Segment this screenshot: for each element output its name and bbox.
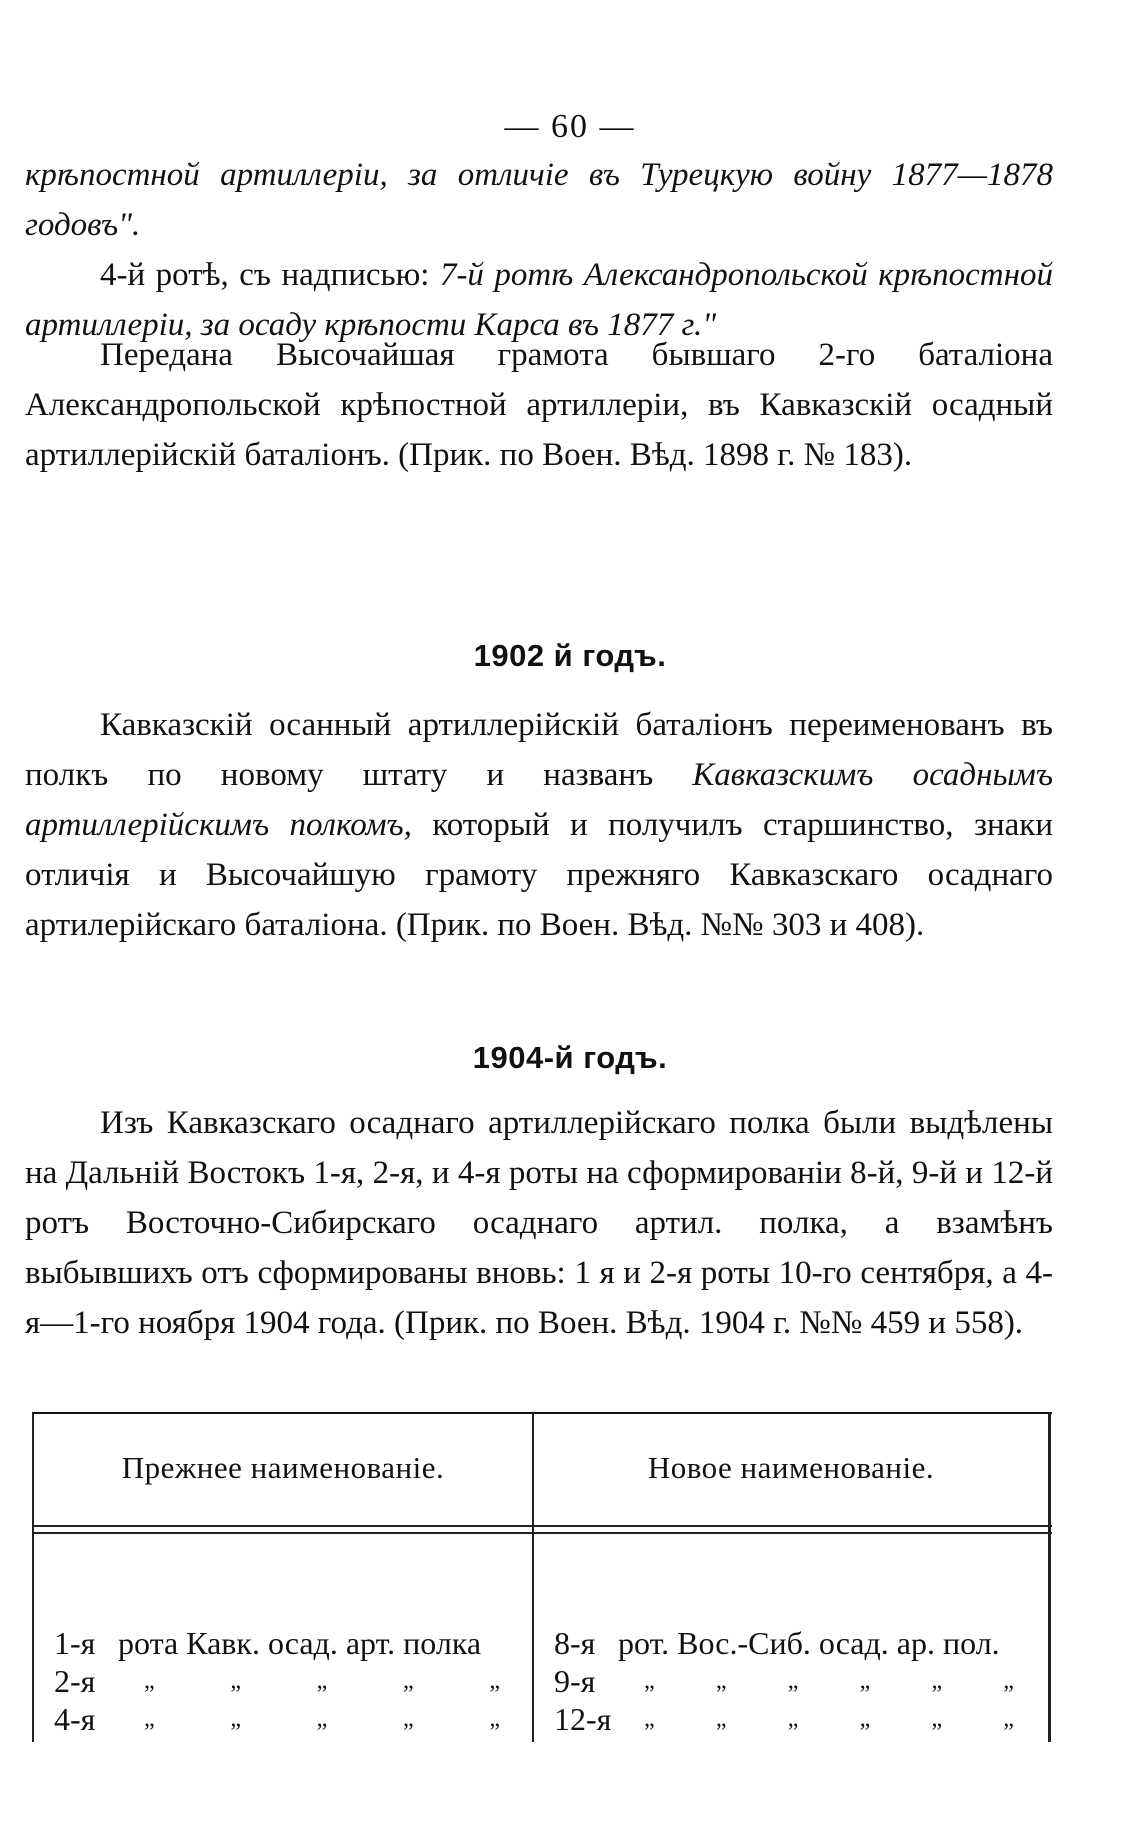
ditto-mark: „ [230, 1668, 241, 1694]
italic-text: 7-й ротѣ Александропольской крѣпостной артиллеріи, за осаду крѣпости Карса въ 1877 г." [25, 257, 1054, 343]
page-number: — 60 — [504, 108, 636, 145]
table-row [54, 1662, 530, 1700]
ditto-mark: „ [144, 1706, 155, 1732]
ditto-mark: „ [644, 1706, 655, 1732]
column-header-old-name: Прежнее наименованіе. [121, 1450, 445, 1485]
paragraph-1904-formation [25, 1098, 1053, 1348]
ditto-mark: „ [715, 1668, 727, 1694]
ditto-marks [118, 1662, 530, 1700]
paragraph-charter-transfer [25, 330, 1053, 480]
company-number: 1-я [54, 1625, 96, 1661]
ditto-mark: „ [644, 1668, 655, 1694]
ditto-mark: „ [316, 1706, 328, 1732]
renaming-table [32, 1412, 1052, 1742]
plain-text: Изъ Кавказскаго осаднаго артиллерійскаго полка были выдѣлены на Дальній Востокъ 1-я, 2-я, и 4-я роты на сформированіи 8-й, 9-й и 12-й ротъ Восточно-Сибирскаго осаднаго артил. полка, а взамѣнъ выбывшихъ отъ сформированы вновь: 1 я и 2-я роты 10-го сентября, а 4-я—1-го ноября 1904 года. (Прик. по Воен. Вѣд. 1904 г. №№ 459 и 558). [25, 1105, 1053, 1341]
ditto-mark: „ [402, 1706, 414, 1732]
company-number: 4-я [54, 1701, 96, 1737]
plain-text: 4-й ротѣ, съ надписью: [100, 257, 440, 293]
ditto-mark: „ [402, 1668, 414, 1694]
table-row [554, 1700, 1044, 1738]
ditto-marks [118, 1700, 530, 1738]
table-top-rule [32, 1412, 1052, 1414]
ditto-mark: „ [144, 1668, 155, 1694]
ditto-mark: „ [316, 1668, 328, 1694]
unit-name: рот. Вос.-Сиб. осад. ар. пол. [618, 1625, 1000, 1661]
table-row [554, 1662, 1044, 1700]
ditto-mark: „ [230, 1706, 241, 1732]
plain-text: Кавказскій осанный артиллерійскій баталіонъ переименованъ въ полкъ по новому штату и названъ [25, 707, 1053, 793]
company-number: 12-я [554, 1701, 612, 1737]
plain-text: который и получилъ старшинство, знаки отличія и Высочайшую грамоту прежняго Кавказскаго осаднаго артилерійскаго баталіона. (Прик. по Воен. Вѣд. №№ 303 и 408). [25, 807, 1053, 943]
ditto-mark: „ [787, 1706, 799, 1732]
table-header-rule [32, 1532, 1052, 1534]
ditto-mark: „ [859, 1706, 871, 1732]
table-header-rule [32, 1525, 1052, 1527]
ditto-marks [618, 1700, 1044, 1738]
column-old-names [54, 1624, 530, 1738]
ditto-mark: „ [1003, 1668, 1014, 1694]
table-right-rule [1048, 1412, 1051, 1742]
ditto-marks [618, 1662, 1044, 1700]
paragraph-award-inscription-6th-company [25, 150, 1053, 250]
italic-text: крѣпостной артиллеріи, за отличіе въ Турецкую войну 1877—1878 годовъ". [25, 157, 1053, 243]
plain-text: Передана Высочайшая грамота бывшаго 2-го баталіона Александропольской крѣпостной артиллеріи, въ Кавказскій осадный артиллерійскій баталіонъ. (Прик. по Воен. Вѣд. 1898 г. № 183). [25, 337, 1053, 473]
ditto-mark: „ [489, 1668, 500, 1694]
ditto-mark: „ [1003, 1706, 1014, 1732]
ditto-mark: „ [859, 1668, 871, 1694]
section-heading-1902: 1902 й годъ. [473, 638, 667, 673]
paragraph-1902-renaming [25, 700, 1053, 950]
table-row [54, 1700, 530, 1738]
ditto-mark: „ [931, 1668, 943, 1694]
ditto-mark: „ [931, 1706, 943, 1732]
column-header-new-name: Новое наименованіе. [647, 1450, 935, 1485]
table-row [554, 1624, 1044, 1662]
company-number: 8-я [554, 1625, 596, 1661]
ditto-mark: „ [787, 1668, 799, 1694]
ditto-mark: „ [715, 1706, 727, 1732]
section-heading-1904: 1904-й годъ. [472, 1040, 668, 1075]
column-new-names [554, 1624, 1044, 1738]
table-row [54, 1624, 530, 1662]
company-number: 2-я [54, 1663, 96, 1699]
unit-name: рота Кавк. осад. арт. полка [118, 1625, 482, 1661]
ditto-mark: „ [489, 1706, 500, 1732]
italic-text: Кавказскимъ осаднымъ артиллерійскимъ полкомъ, [25, 757, 1053, 843]
company-number: 9-я [554, 1663, 596, 1699]
